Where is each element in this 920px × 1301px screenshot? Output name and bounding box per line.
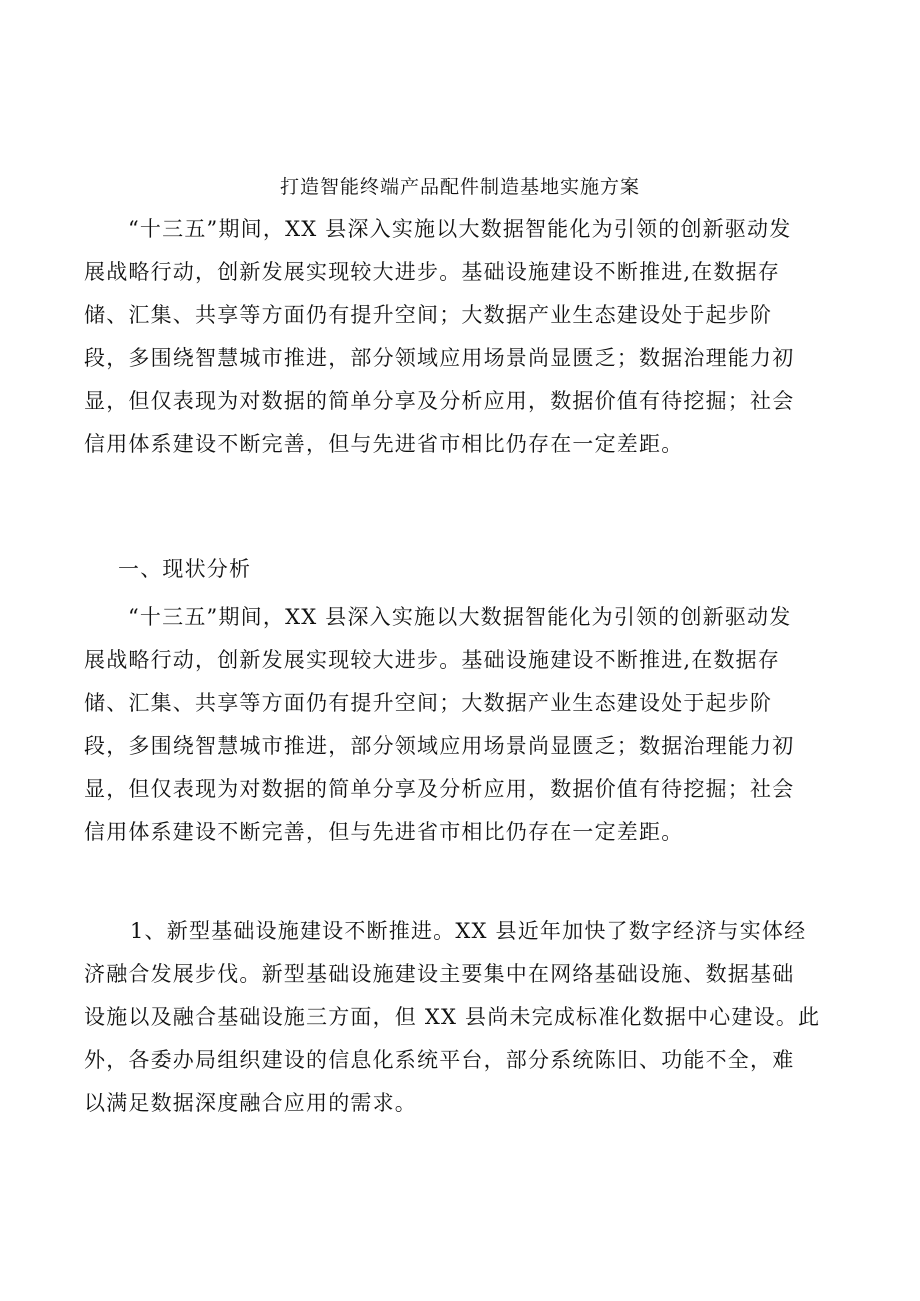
paragraph-line: 设施以及融合基础设施三方面，但 XX 县尚未完成标准化数据中心建设。此 (84, 1005, 821, 1029)
paragraph-line: 1、新型基础设施建设不断推进。XX 县近年加快了数字经济与实体经 (130, 919, 807, 943)
paragraph-line: “十三五”期间，XX 县深入实施以大数据智能化为引领的创新驱动发 (128, 217, 792, 241)
paragraph-line: 信用体系建设不断完善，但与先进省市相比仍存在一定差距。 (84, 432, 684, 456)
paragraph-line: 段，多围绕智慧城市推进，部分领域应用场景尚显匮乏；数据治理能力初 (84, 346, 795, 370)
item-paragraph (84, 910, 844, 1125)
paragraph-line: 外，各委办局组织建设的信息化系统平台，部分系统陈旧、功能不全，难 (84, 1048, 795, 1072)
paragraph-line: 段，多围绕智慧城市推进，部分领域应用场景尚显匮乏；数据治理能力初 (84, 734, 795, 758)
paragraph-line: 储、汇集、共享等方面仍有提升空间；大数据产业生态建设处于起步阶 (84, 691, 773, 715)
paragraph-line: “十三五”期间，XX 县深入实施以大数据智能化为引领的创新驱动发 (128, 605, 792, 629)
intro-paragraph (84, 208, 844, 466)
paragraph-line: 显，但仅表现为对数据的简单分享及分析应用，数据价值有待挖掘；社会 (84, 777, 795, 801)
paragraph-line: 储、汇集、共享等方面仍有提升空间；大数据产业生态建设处于起步阶 (84, 303, 773, 327)
paragraph-line: 显，但仅表现为对数据的简单分享及分析应用，数据价值有待挖掘；社会 (84, 389, 795, 413)
paragraph-line: 以满足数据深度融合应用的需求。 (84, 1091, 417, 1115)
section-paragraph (84, 596, 844, 854)
section-heading-text: 一、现状分析 (118, 557, 252, 581)
paragraph-line: 展战略行动，创新发展实现较大进步。基础设施建设不断推进,在数据存 (84, 260, 781, 284)
paragraph-line: 信用体系建设不断完善，但与先进省市相比仍存在一定差距。 (84, 820, 684, 844)
section-heading (84, 548, 844, 591)
paragraph-line: 展战略行动，创新发展实现较大进步。基础设施建设不断推进,在数据存 (84, 648, 781, 672)
document-title: 打造智能终端产品配件制造基地实施方案 (279, 176, 640, 198)
paragraph-line: 济融合发展步伐。新型基础设施建设主要集中在网络基础设施、数据基础 (84, 962, 795, 986)
